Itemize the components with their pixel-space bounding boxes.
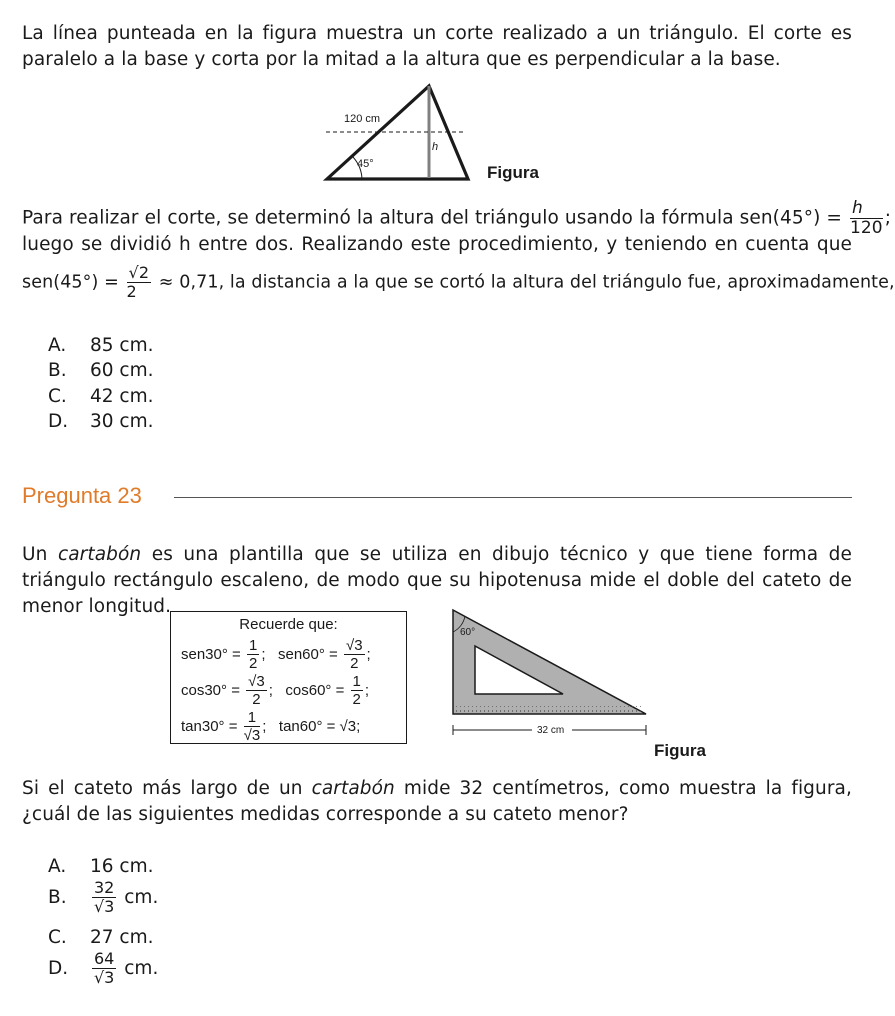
frac-den: 120: [849, 218, 883, 238]
option-letter: A.: [48, 335, 67, 356]
option-letter: C.: [48, 386, 67, 407]
q22-p2-text: Para realizar el corte, se determinó la altura del triángulo usando la fórmula sen(45°) =: [22, 207, 842, 229]
frac-num: √3: [248, 673, 265, 690]
ruler-ticks: [456, 706, 641, 712]
q22-p4-rest: ≈ 0,71, la distancia a la que se cortó la altura del triángulo fue, aproximadamente,: [158, 272, 895, 293]
sep: ;: [356, 718, 361, 735]
q23-option-c[interactable]: [48, 927, 154, 948]
q23-option-a[interactable]: [48, 856, 154, 877]
tan60-label: tan60° = √3: [278, 718, 357, 735]
frac-den: 2: [126, 282, 137, 301]
reminder-row-cos: [181, 674, 369, 707]
option-text: 30 cm.: [90, 411, 154, 432]
option-letter: A.: [48, 856, 67, 877]
option-text: 85 cm.: [90, 335, 154, 356]
frac-num: 1: [352, 673, 361, 690]
frac-num: 64: [94, 949, 115, 968]
set-square-figure: [448, 606, 653, 738]
q22-option-a[interactable]: [48, 335, 154, 356]
option-letter: C.: [48, 927, 67, 948]
question-term: cartabón: [311, 778, 395, 799]
intro-b: es una plantilla que se utiliza en dibujo técnico y que tiene forma de triángulo rectángulo escaleno, de modo que su hipotenusa mide el doble del cateto de menor longitud.: [22, 544, 853, 617]
option-letter: D.: [48, 958, 69, 979]
frac-1-sqrt3: [244, 710, 261, 743]
semicolon: ;: [884, 207, 892, 229]
reminder-row-tan: [181, 710, 360, 743]
question-a: Si el cateto más largo de un: [22, 778, 303, 799]
q22-p4: [22, 263, 895, 301]
angle-label: 45°: [357, 158, 374, 170]
option-text: 42 cm.: [90, 386, 154, 407]
sep: ;: [262, 718, 275, 735]
frac-den: 2: [352, 691, 361, 708]
sen60-label: sen60° =: [278, 646, 338, 663]
frac-num: √3: [345, 637, 363, 654]
frac-sqrt3-2: [246, 674, 267, 707]
height-label: h: [432, 141, 439, 153]
frac-den: √3: [93, 897, 115, 916]
figure-caption-1: Figura: [487, 163, 539, 182]
q23-question: [22, 776, 852, 828]
q22-option-c[interactable]: [48, 386, 154, 407]
q23-option-b[interactable]: [48, 880, 158, 915]
intro-term: cartabón: [57, 544, 142, 565]
option-text: 60 cm.: [90, 360, 154, 381]
sen45-text: sen(45°) =: [22, 272, 119, 293]
fraction-sqrt2-2: [127, 265, 152, 300]
frac-num: 32: [94, 878, 115, 897]
frac-den: 2: [252, 691, 261, 708]
set-square-body: [453, 610, 646, 714]
option-letter: B.: [48, 887, 67, 908]
q22-option-d[interactable]: [48, 411, 154, 432]
sep: ;: [364, 682, 370, 699]
frac-den: 2: [248, 655, 258, 672]
option-text: 27 cm.: [90, 927, 154, 948]
q22-option-b[interactable]: [48, 360, 154, 381]
q23-option-d[interactable]: [48, 951, 158, 986]
q22-intro: La línea punteada en la figura muestra un corte realizado a un triángulo. El corte es paralelo a la base y corta por la mitad a la altura que es perpendicular a la base.: [22, 23, 852, 70]
q22-p3: luego se dividió h entre dos. Realizando este procedimiento, y teniendo en cuenta que: [22, 234, 852, 255]
reminder-title: Recuerde que:: [239, 616, 338, 633]
frac-num: √2: [128, 263, 150, 282]
cos30-label: cos30° =: [181, 682, 240, 699]
fraction-h-120: [850, 200, 883, 237]
reminder-row-sin: [181, 638, 371, 671]
frac-den: √3: [243, 727, 261, 744]
frac-num: 1: [248, 637, 258, 654]
option-text: 16 cm.: [90, 856, 154, 877]
frac-1-2: [247, 638, 259, 671]
sen30-label: sen30° =: [181, 646, 241, 663]
sep: ;: [366, 646, 371, 663]
frac-den: √3: [93, 968, 115, 987]
figure-caption-2: Figura: [654, 741, 706, 760]
question-23-title: Pregunta 23: [22, 483, 142, 508]
option-letter: D.: [48, 411, 69, 432]
length-label: 32 cm: [537, 725, 565, 736]
option-unit: cm.: [124, 887, 159, 908]
cos60-label: cos60° =: [285, 682, 345, 699]
intro-a: Un: [22, 544, 48, 565]
frac-den: 2: [350, 655, 359, 672]
reminder-box: [170, 611, 407, 744]
frac-num: h: [850, 200, 883, 219]
side-label: 120 cm: [344, 113, 381, 125]
sep: ;: [261, 646, 274, 663]
angle-60-label: 60°: [460, 627, 476, 638]
question-b: mide 32 centímetros, como muestra la figura, ¿cuál de las siguientes medidas corresponde a su cateto menor?: [22, 778, 852, 825]
frac-sqrt3-2: [344, 638, 365, 671]
option-unit: cm.: [124, 958, 159, 979]
tan30-label: tan30° =: [181, 718, 238, 735]
frac-64-sqrt3: [92, 951, 116, 986]
frac-32-sqrt3: [92, 880, 116, 915]
q23-intro: [22, 542, 852, 620]
title-rule: [174, 497, 852, 498]
option-letter: B.: [48, 360, 67, 381]
frac-1-2: [351, 674, 363, 707]
frac-num: 1: [244, 710, 261, 727]
sep: ;: [268, 682, 282, 699]
